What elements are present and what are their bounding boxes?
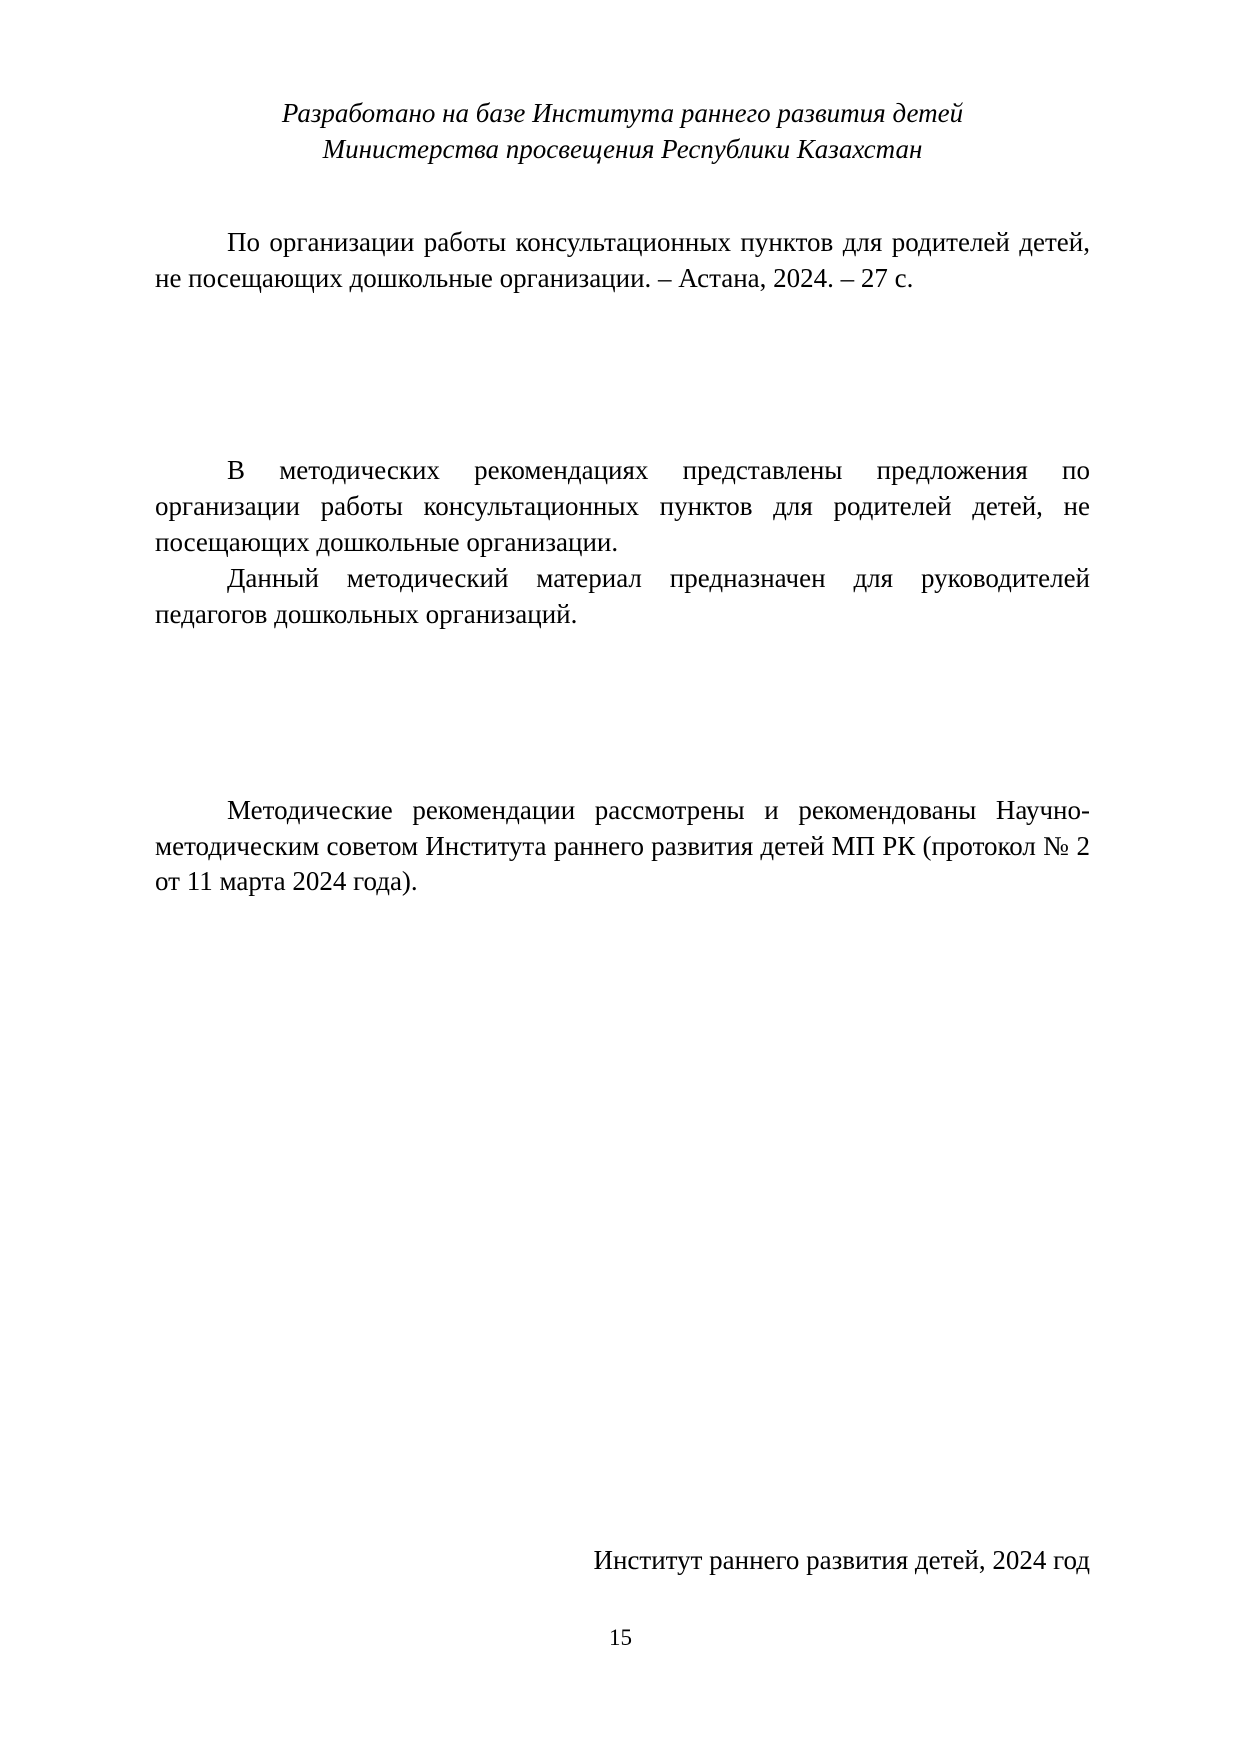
spacer-1 (155, 167, 1090, 225)
document-footer: Институт раннего развития детей, 2024 год (593, 1545, 1090, 1575)
spacer-3 (155, 633, 1090, 793)
spacer-2 (155, 297, 1090, 453)
header-line-2: Министерства просвещения Республики Казахстан (322, 133, 923, 164)
page-number: 15 (609, 1625, 632, 1650)
paragraph-approval: Методические рекомендации рассмотрены и рекомендованы Научно-методическим советом Института раннего развития детей МП РК (протокол № 2 от 11 марта 2024 года). (155, 794, 1090, 897)
paragraph-bibliographic: По организации работы консультационных пунктов для родителей детей, не посещающих дошкольные организации. – Астана, 2024. – 27 с. (155, 227, 1090, 294)
document-header (155, 96, 1090, 167)
paragraph-audience: Данный методический материал предназначен для руководителей педагогов дошкольных организаций. (155, 562, 1090, 629)
document-body (155, 96, 1090, 900)
header-line-1: Разработано на базе Института раннего развития детей (281, 98, 964, 128)
paragraph-annotation: В методических рекомендациях представлены предложения по организации работы консультационных пунктов для родителей детей, не посещающих дошкольные организации. (155, 455, 1090, 557)
